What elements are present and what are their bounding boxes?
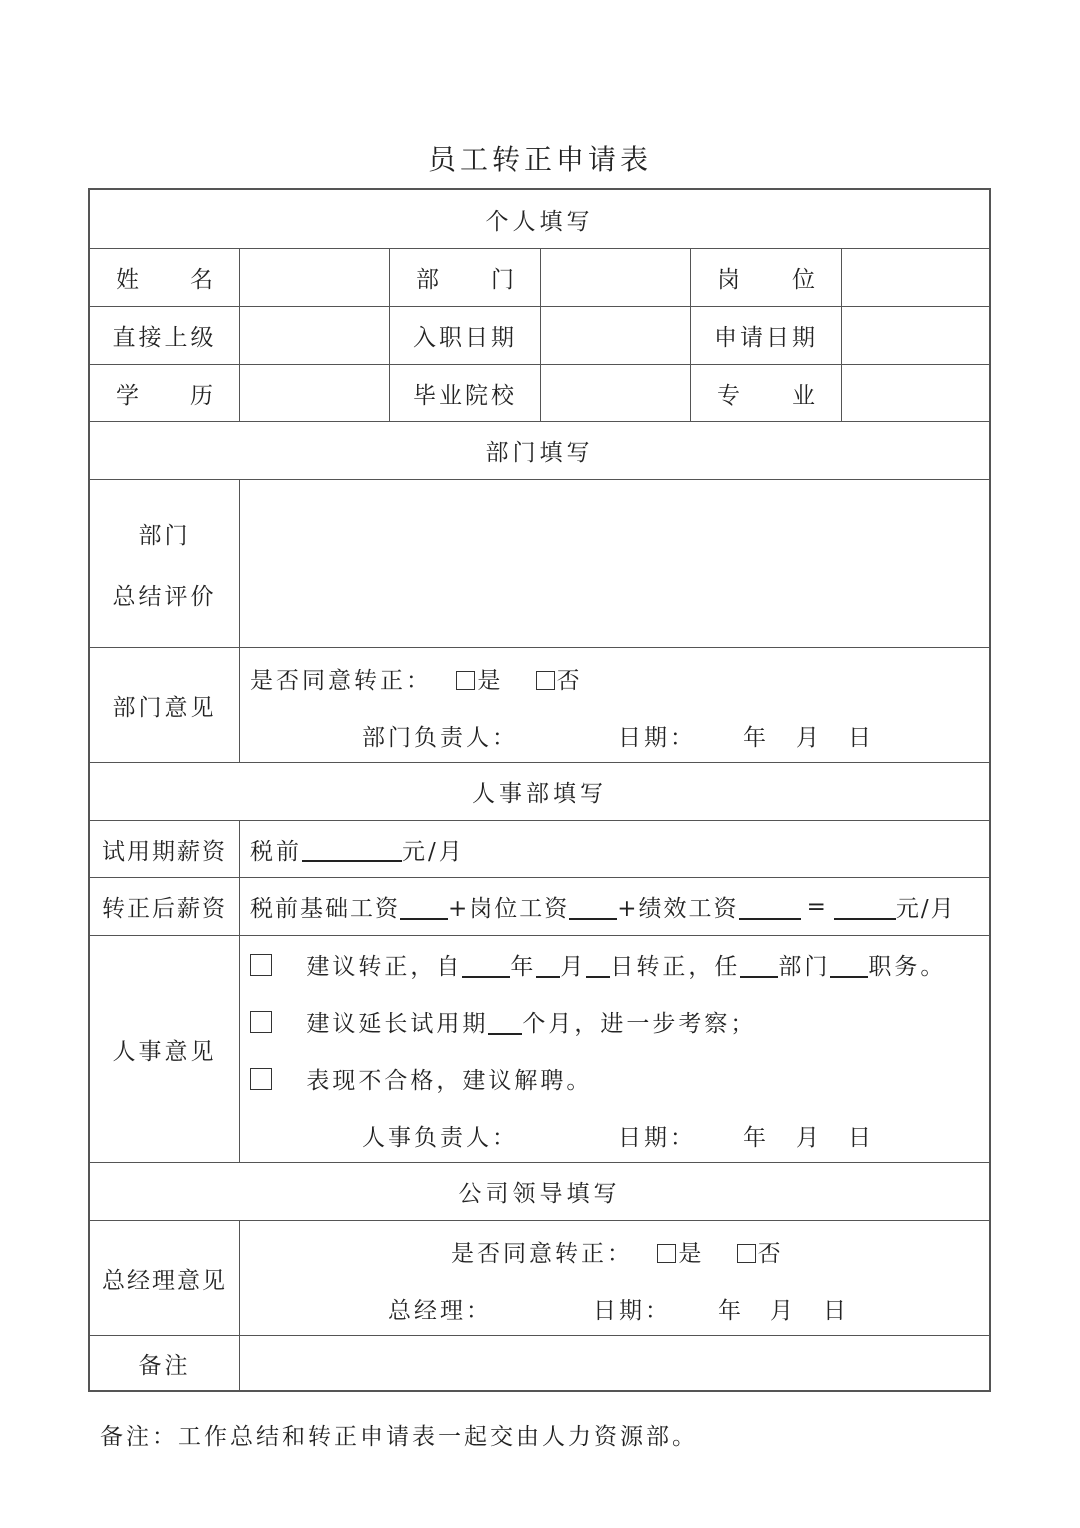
gm-date-label: 日期： — [593, 1298, 671, 1324]
no-checkbox[interactable] — [536, 671, 555, 690]
agree-question: 是否同意转正： — [451, 1241, 633, 1267]
apply-date-label: 申请日期 — [691, 307, 842, 364]
gm-signature-label: 总经理： — [388, 1298, 492, 1324]
remarks-label: 备注 — [90, 1336, 240, 1390]
footnote: 备注：工作总结和转正申请表一起交由人力资源部。 — [100, 1424, 698, 1450]
post-label-char: 岗 — [717, 267, 740, 293]
month-blank[interactable] — [536, 952, 560, 978]
table-row — [90, 878, 989, 936]
table-row — [90, 648, 989, 763]
gm-day: 日 — [823, 1298, 849, 1324]
post-field[interactable] — [842, 249, 989, 306]
education-label-char: 历 — [190, 382, 213, 409]
department-month: 月 — [796, 725, 822, 751]
major-field[interactable] — [842, 365, 989, 421]
option-text: 个月，进一步考察； — [522, 1011, 757, 1037]
dismiss-checkbox[interactable] — [250, 1068, 272, 1090]
regular-salary-label: 转正后薪资 — [90, 878, 240, 935]
performance-salary-label: +绩效工资 — [617, 896, 739, 922]
remarks-field[interactable] — [240, 1336, 989, 1390]
gm-opinion-field — [240, 1221, 989, 1335]
probation-salary-field — [240, 821, 989, 877]
hr-year: 年 — [743, 1125, 769, 1151]
table-row — [90, 307, 989, 365]
department-summary-line2: 总结评价 — [112, 583, 217, 610]
department-summary-field[interactable] — [240, 480, 989, 647]
department-date-label: 日期： — [618, 725, 696, 751]
regular-salary-field — [240, 878, 989, 935]
months-blank[interactable] — [488, 1009, 522, 1035]
hr-option-extend — [250, 1005, 756, 1038]
form-title: 员工转正申请表 — [427, 143, 652, 176]
application-form — [88, 188, 991, 1392]
hr-section-row — [90, 763, 989, 821]
no-label: 否 — [757, 1241, 784, 1267]
supervisor-field[interactable] — [240, 307, 390, 364]
personal-section-row — [90, 190, 989, 249]
option-text: 月 — [560, 954, 587, 980]
entry-date-field[interactable] — [541, 307, 691, 364]
post-label-char: 位 — [792, 267, 815, 293]
unit-label: 元/月 — [895, 896, 956, 922]
department-section-title: 部门填写 — [485, 440, 594, 466]
yes-checkbox[interactable] — [657, 1244, 676, 1263]
department-summary-line1: 部门 — [138, 522, 191, 549]
supervisor-label: 直接上级 — [90, 307, 240, 364]
hr-day: 日 — [848, 1125, 874, 1151]
option-text: 表现不合格，建议解聘。 — [306, 1068, 593, 1094]
confirm-checkbox[interactable] — [250, 954, 272, 976]
yes-label: 是 — [678, 1241, 705, 1267]
table-row — [90, 1221, 989, 1336]
major-label-char: 专 — [717, 382, 740, 409]
option-text: 日转正，任 — [610, 954, 741, 980]
duty-blank[interactable] — [830, 952, 868, 978]
department-section-row — [90, 422, 989, 480]
no-checkbox[interactable] — [737, 1244, 756, 1263]
gm-agree-line — [451, 1235, 784, 1268]
base-salary-blank[interactable] — [400, 894, 448, 920]
probation-amount-blank[interactable] — [302, 836, 402, 862]
department-year: 年 — [743, 725, 769, 751]
option-text: 年 — [510, 954, 537, 980]
base-salary-label: 税前基础工资 — [250, 896, 400, 922]
option-text: 部门 — [778, 954, 831, 980]
pretax-label: 税前 — [250, 838, 302, 865]
gm-year: 年 — [718, 1298, 744, 1324]
option-text: 职务。 — [868, 954, 947, 980]
school-label: 毕业院校 — [390, 365, 541, 421]
school-field[interactable] — [541, 365, 691, 421]
education-label-char: 学 — [116, 382, 139, 409]
probation-salary-label: 试用期薪资 — [90, 821, 240, 877]
table-row — [90, 365, 989, 422]
hr-month: 月 — [796, 1125, 822, 1151]
total-salary-blank[interactable] — [834, 894, 896, 920]
option-text: 建议转正，自 — [306, 954, 463, 980]
post-label — [691, 249, 842, 306]
leader-section-row — [90, 1163, 989, 1221]
department-agree-line — [250, 662, 583, 695]
table-row — [90, 821, 989, 878]
entry-date-label: 入职日期 — [390, 307, 541, 364]
hr-date-label: 日期： — [618, 1125, 696, 1151]
day-blank[interactable] — [586, 952, 610, 978]
personal-section-title: 个人填写 — [485, 208, 594, 235]
table-row — [90, 249, 989, 307]
name-label-char: 名 — [190, 267, 213, 293]
table-row — [90, 480, 989, 648]
department-day: 日 — [848, 725, 874, 751]
major-label-char: 业 — [792, 382, 815, 409]
hr-opinion-field — [240, 936, 989, 1162]
name-label — [90, 249, 240, 306]
name-field[interactable] — [240, 249, 390, 306]
agree-question: 是否同意转正： — [250, 668, 432, 694]
equals-sign: = — [806, 893, 828, 920]
department-label — [390, 249, 541, 306]
option-text: 建议延长试用期 — [306, 1011, 489, 1037]
performance-salary-blank[interactable] — [739, 894, 801, 920]
department-opinion-field — [240, 648, 989, 762]
gm-month: 月 — [770, 1298, 796, 1324]
year-blank[interactable] — [462, 952, 510, 978]
education-field[interactable] — [240, 365, 390, 421]
department-opinion-label: 部门意见 — [90, 648, 240, 762]
hr-head-label: 人事负责人： — [362, 1125, 518, 1151]
gm-opinion-label: 总经理意见 — [90, 1221, 240, 1335]
education-label — [90, 365, 240, 421]
hr-section-title: 人事部填写 — [472, 781, 607, 807]
hr-option-dismiss — [250, 1062, 592, 1095]
department-label-char: 门 — [491, 267, 514, 293]
table-row — [90, 1336, 989, 1390]
dept-blank[interactable] — [740, 952, 778, 978]
no-label: 否 — [556, 668, 583, 694]
hr-option-confirm — [250, 948, 946, 981]
post-salary-label: +岗位工资 — [448, 896, 570, 922]
leader-section-title: 公司领导填写 — [458, 1181, 621, 1207]
major-label — [691, 365, 842, 421]
post-salary-blank[interactable] — [569, 894, 617, 920]
department-label-char: 部 — [416, 267, 439, 293]
name-label-char: 姓 — [116, 267, 139, 293]
extend-checkbox[interactable] — [250, 1011, 272, 1033]
department-field[interactable] — [541, 249, 691, 306]
yes-checkbox[interactable] — [456, 671, 475, 690]
department-summary-label — [90, 480, 240, 647]
yes-label: 是 — [477, 668, 504, 694]
hr-opinion-label: 人事意见 — [90, 936, 240, 1162]
table-row — [90, 936, 989, 1163]
apply-date-field[interactable] — [842, 307, 989, 364]
unit-label: 元/月 — [402, 838, 465, 865]
department-head-label: 部门负责人： — [362, 725, 518, 751]
